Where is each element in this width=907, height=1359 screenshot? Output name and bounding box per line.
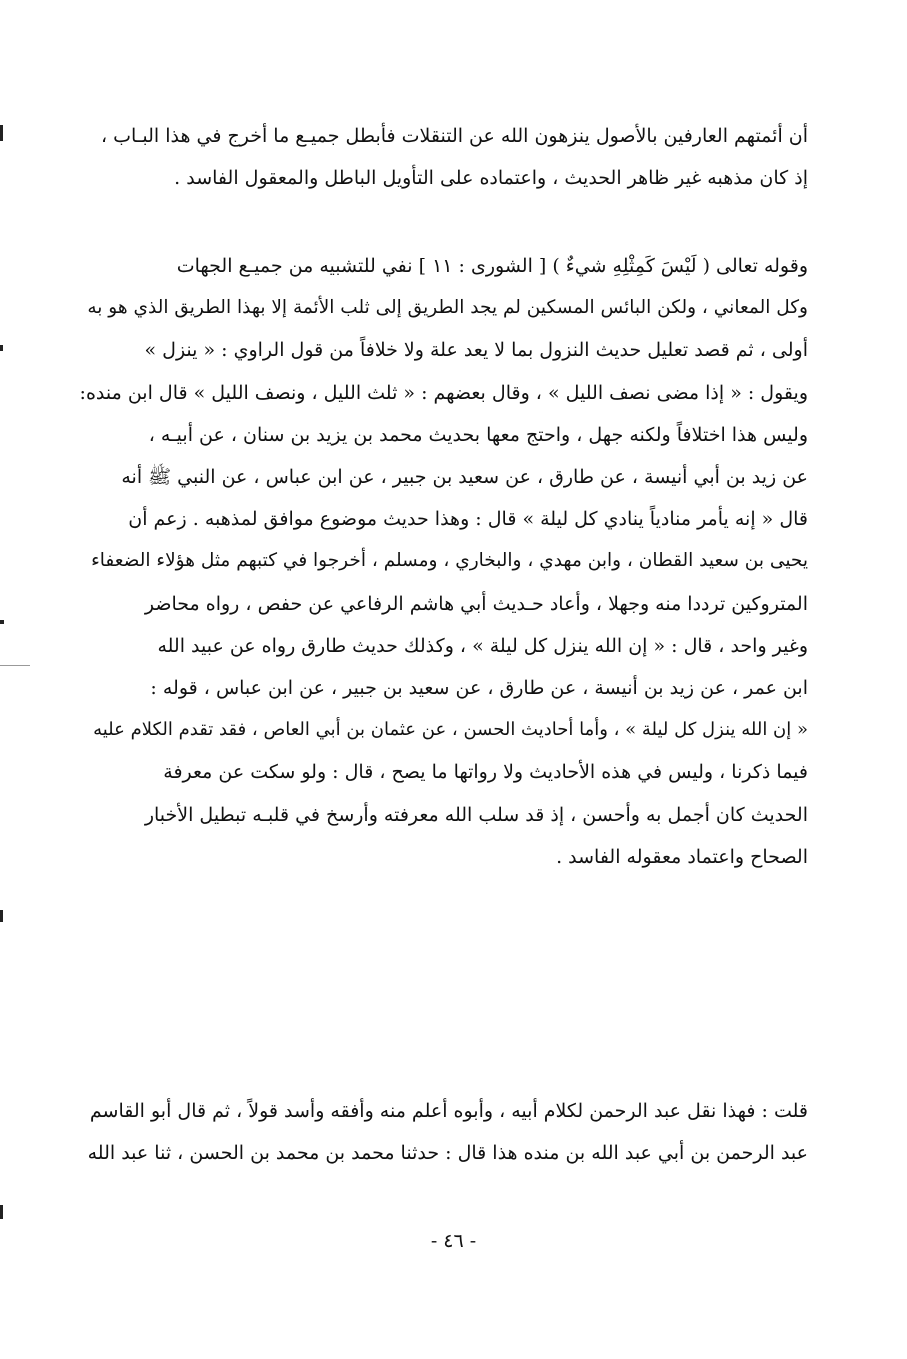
- paragraph-2: [78, 245, 808, 878]
- scan-edge-mark: [0, 620, 4, 624]
- text-line: الحديث كان أجمل به وأحسن ، إذ قد سلب الله معرفته وأرسخ في قلبـه تبطيل الأخبار: [144, 803, 808, 826]
- text-line: يحيى بن سعيد القطان ، وابن مهدي ، والبخاري ، ومسلم ، أخرجوا في كتبهم مثل هؤلاء الضعفاء: [91, 550, 808, 572]
- text-line: فيما ذكرنا ، وليس في هذه الأحاديث ولا رواتها ما يصح ، قال : ولو سكت عن معرفة: [163, 761, 808, 784]
- text-line: أولى ، ثم قصد تعليل حديث النزول بما لا يعد علة ولا خلافاً من قول الراوي : « ينزل »: [144, 339, 808, 362]
- paragraph-3: [78, 1090, 808, 1174]
- page-number: - ٤٦ -: [430, 1230, 477, 1252]
- paragraph-1: [78, 115, 808, 199]
- scan-edge-mark: [0, 1205, 3, 1219]
- text-line: عن زيد بن أبي أنيسة ، عن طارق ، عن سعيد بن جبير ، عن ابن عباس ، عن النبي ﷺ أنه: [121, 466, 808, 489]
- text-line: قال « إنه يأمر منادياً ينادي كل ليلة » قال : وهذا حديث موضوع موافق لمذهبه . زعم أن: [128, 508, 808, 531]
- text-line: المتروكين ترددا منه وجهلا ، وأعاد حـديث أبي هاشم الرفاعي عن حفص ، رواه محاضر: [144, 592, 808, 615]
- text-line: ابن عمر ، عن زيد بن أنيسة ، عن طارق ، عن سعيد بن جبير ، عن ابن عباس ، قوله :: [150, 677, 808, 700]
- text-line: ويقول : « إذا مضى نصف الليل » ، وقال بعضهم : « ثلث الليل ، ونصف الليل » قال ابن منده:: [79, 381, 808, 404]
- scan-edge-mark: [0, 345, 3, 351]
- text-line: « إن الله ينزل كل ليلة » ، وأما أحاديث الحسن ، عن عثمان بن أبي العاص ، فقد تقدم الكلام عليه: [93, 719, 808, 741]
- text-line: الصحاح واعتماد معقوله الفاسد .: [556, 845, 808, 868]
- text-line: وليس هذا اختلافاً ولكنه جهل ، واحتج معها بحديث محمد بن يزيد بن سنان ، عن أبيـه ،: [148, 423, 808, 446]
- text-line: قلت : فهذا نقل عبد الرحمن لكلام أبيه ، وأبوه أعلم منه وأفقه وأسد قولاً ، ثم قال أبو القاسم: [89, 1100, 808, 1122]
- scan-edge-line: [0, 665, 30, 666]
- text-line: أن أئمتهم العارفين بالأصول ينزهون الله عن التنقلات فأبطل جميـع ما أخرج في هذا البـاب ،: [100, 125, 808, 147]
- scan-edge-mark: [0, 910, 3, 922]
- scan-edge-mark: [0, 125, 3, 141]
- text-line: عبد الرحمن بن أبي عبد الله بن منده هذا قال : حدثنا محمد بن محمد بن الحسن ، ثنا عبد الله: [87, 1142, 808, 1165]
- text-line: إذ كان مذهبه غير ظاهر الحديث ، واعتماده على التأويل الباطل والمعقول الفاسد .: [174, 167, 808, 190]
- text-line: وقوله تعالى ( لَيْسَ كَمِثْلِهِ شيءٌ ) [ الشورى : ١١ ] نفي للتشبيه من جميـع الجهات: [176, 255, 808, 277]
- text-line: وكل المعاني ، ولكن البائس المسكين لم يجد الطريق إلى ثلب الأئمة إلا بهذا الطريق الذي هو به: [87, 297, 808, 319]
- text-line: وغير واحد ، قال : « إن الله ينزل كل ليلة » ، وكذلك حديث طارق رواه عن عبيد الله: [157, 634, 808, 657]
